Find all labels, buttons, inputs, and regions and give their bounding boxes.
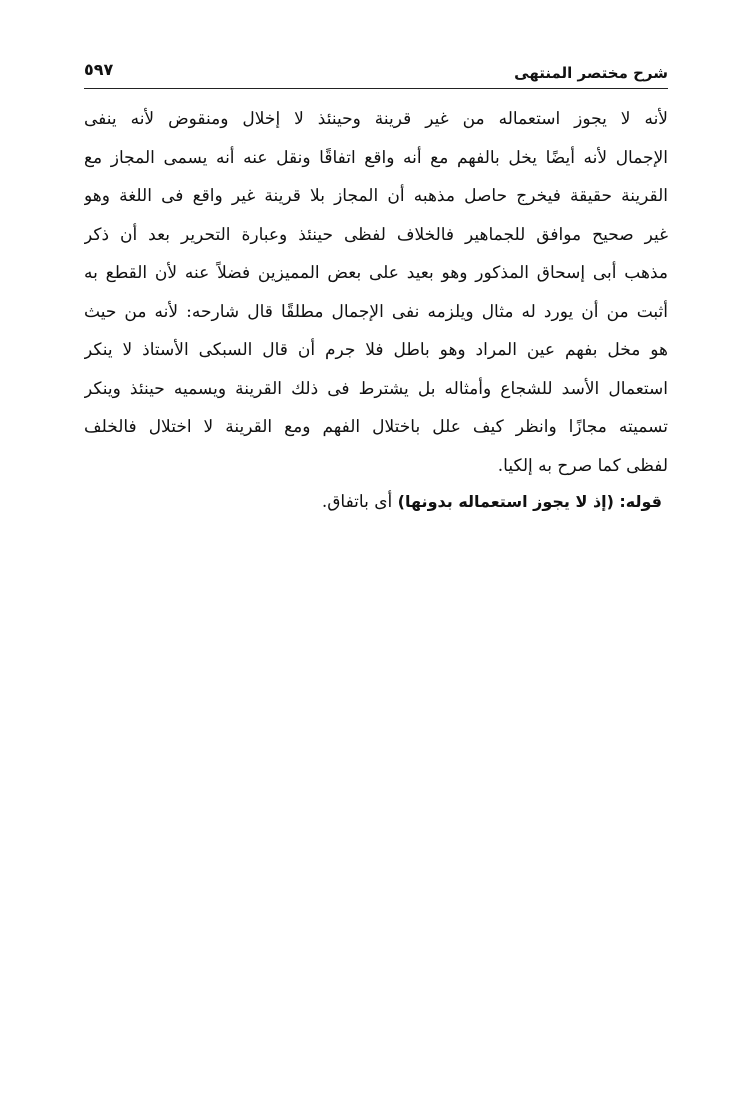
text-line: مذهب أبى إسحاق المذكور وهو بعيد على بعض المميزين فضلاً عنه لأن القطع به [84,263,668,283]
text-line: هو مخل بفهم عين المراد وهو باطل فلا جرم أن قال السبكى الأستاذ لا ينكر [84,340,668,360]
running-title: شرح مختصر المنتهى [514,64,668,82]
text-line: لأنه لا يجوز استعماله من غير قرينة وحينئذ لا إخلال ومنقوض لأنه ينفى [84,109,668,129]
text-line: الإجمال لأنه أيضًا يخل بالفهم مع أنه واقع اتفاقًا ونقل عنه أنه يسمى المجاز مع [84,147,668,168]
text-line: استعمال الأسد للشجاع وأمثاله بل يشترط فى ذلك القرينة ويسميه حينئذ وينكر [84,378,668,399]
text-line: القرينة حقيقة فيخرج حاصل مذهبه أن المجاز بلا قرينة غير واقع فى اللغة وهو [84,186,668,206]
header-divider [84,88,668,89]
text-line: غير صحيح موافق للجماهير فالخلاف لفظى حينئذ وعبارة التحرير بعد أن ذكر [84,224,668,245]
quoted-text: (إذ لا يجوز استعماله بدونها) [397,492,614,511]
text-line: أثبت من أن يورد له مثال ويلزمه نفى الإجمال مطلقًا قال شارحه: لأنه من حيث [84,301,668,322]
quote-label: قوله: [619,492,662,511]
commentary-quote [84,485,668,524]
body-text [84,100,668,524]
quote-comment: أى باتفاق. [321,492,393,512]
text-line: لفظى كما صرح به إلكيا. [497,455,668,476]
text-line: تسميته مجازًا وانظر كيف علل باختلال الفهم ومع القرينة لا اختلال فالخلف [84,417,668,437]
page-header [84,58,668,88]
page-number: ٥٩٧ [84,60,114,79]
